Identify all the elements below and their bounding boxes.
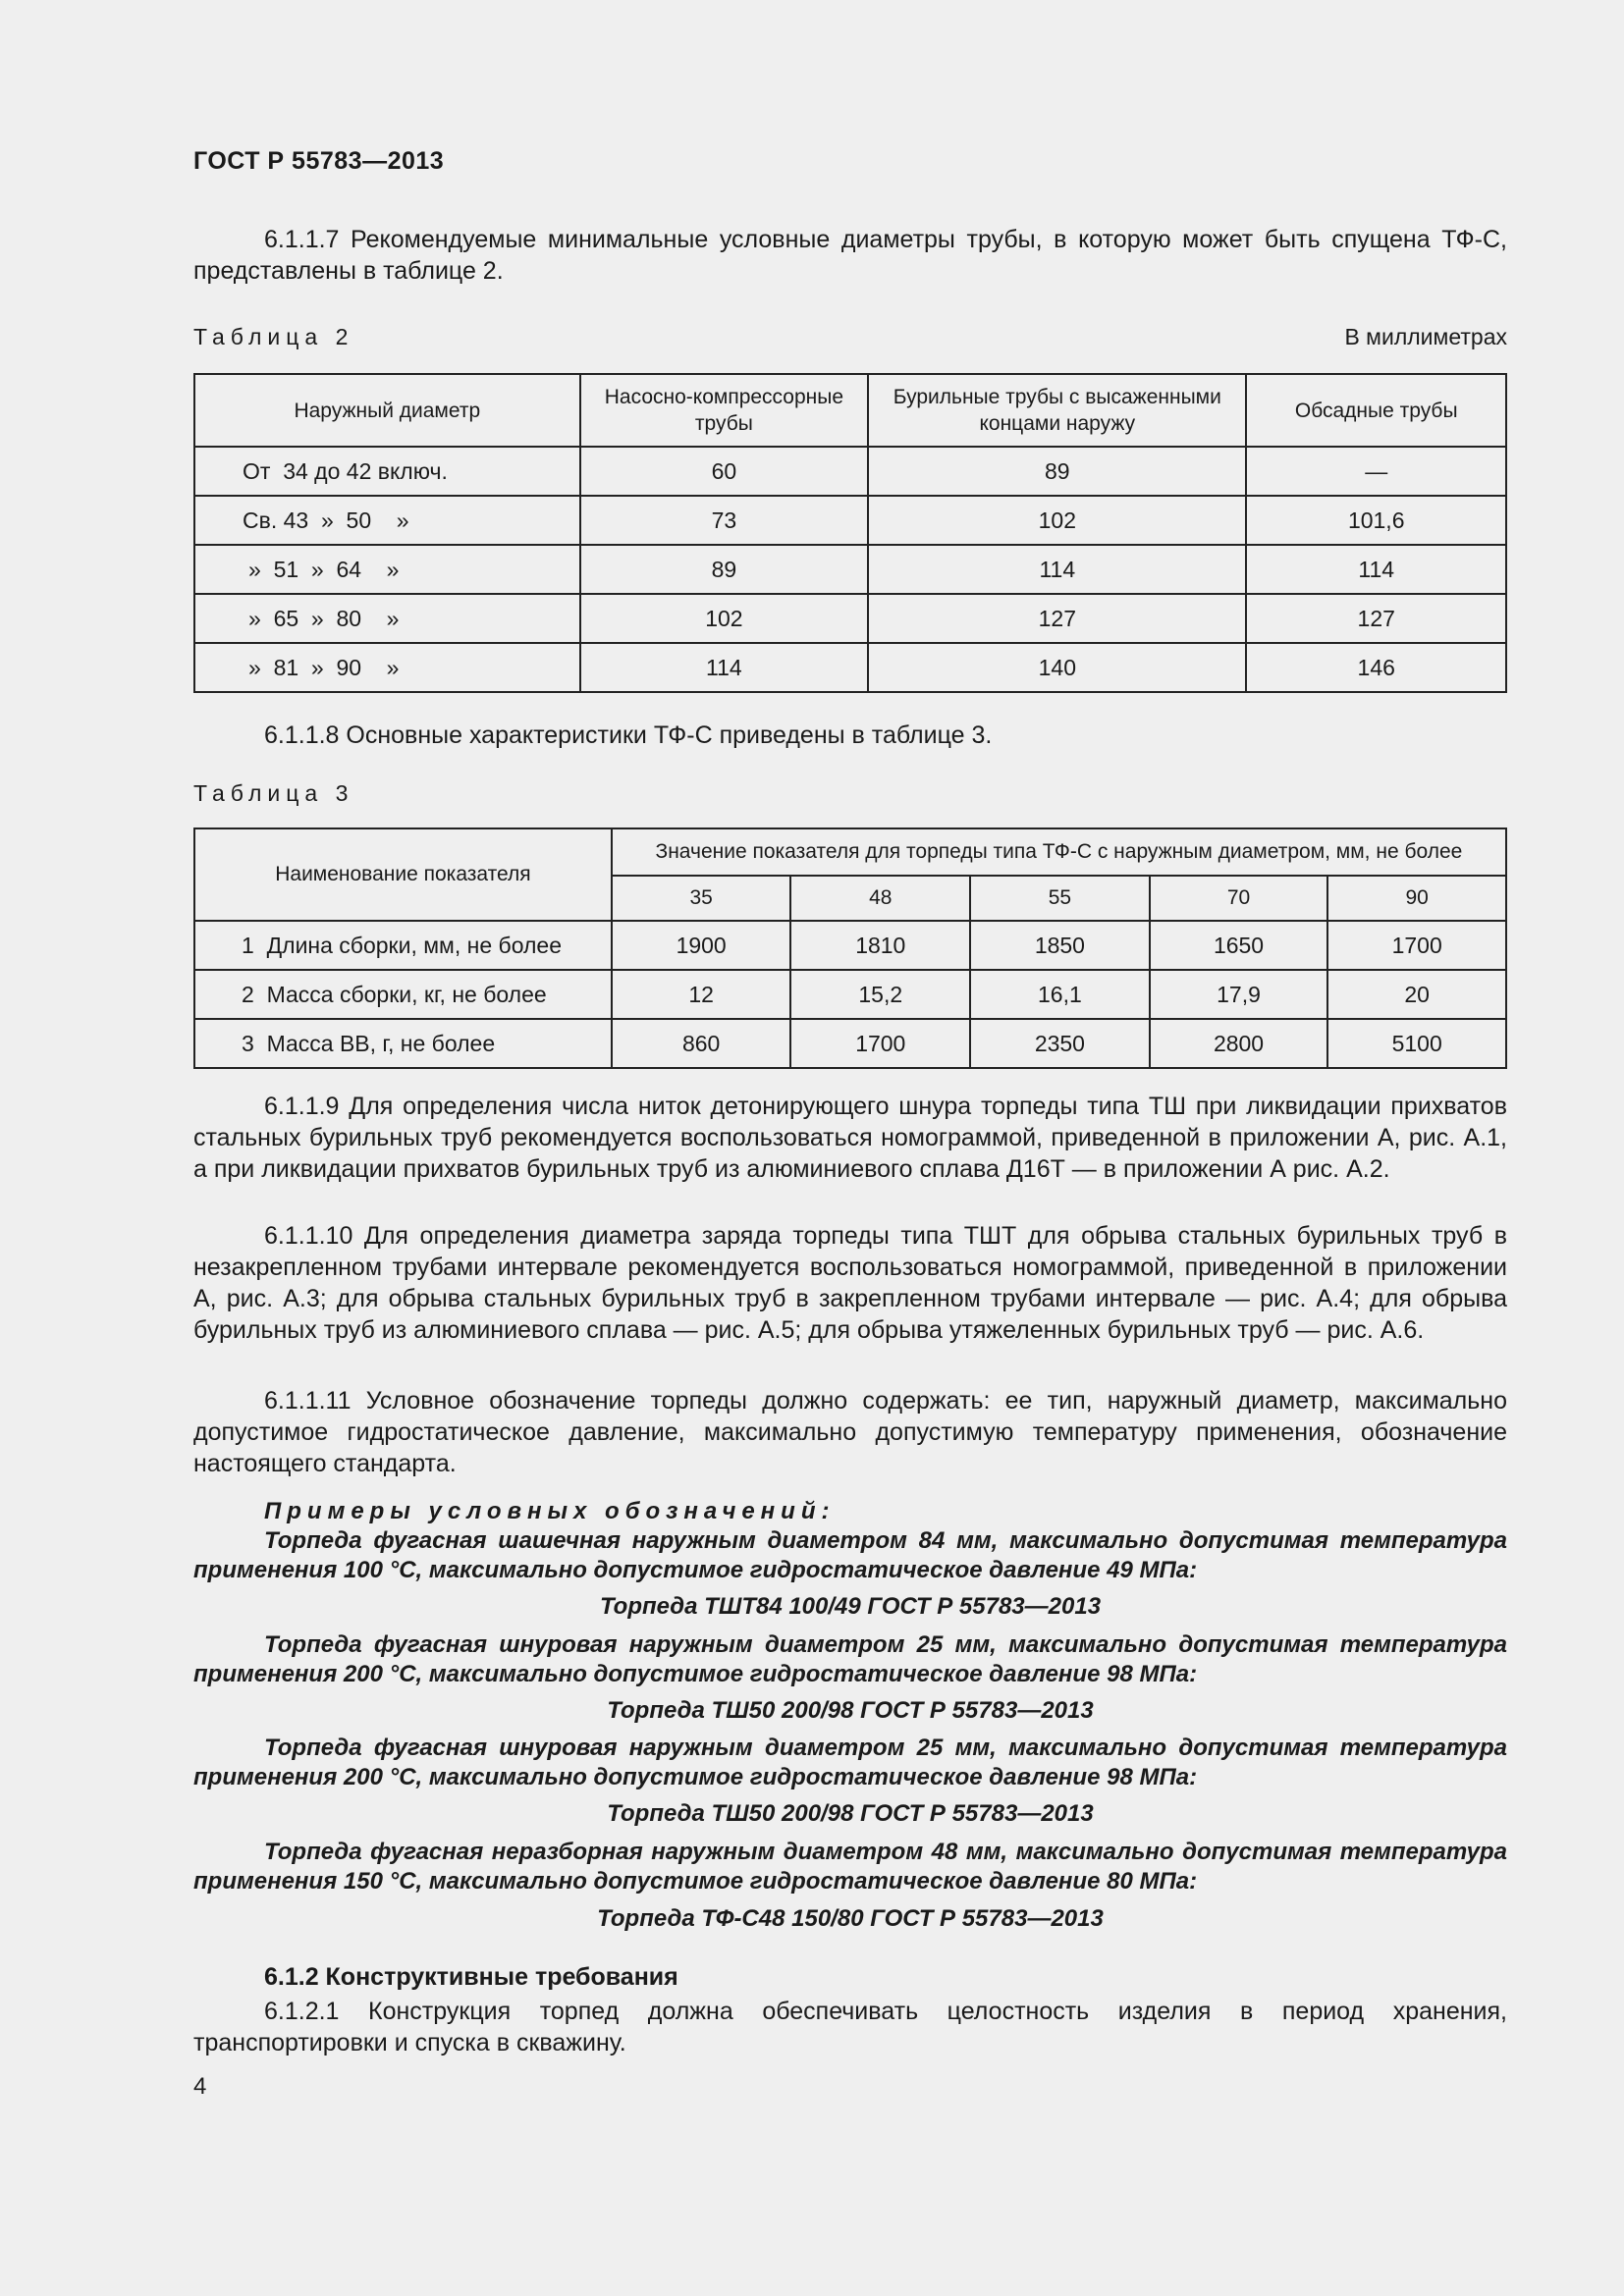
example-code: Торпеда ТФ-С48 150/80 ГОСТ Р 55783—2013 — [597, 1905, 1104, 1932]
table-row — [194, 643, 1506, 692]
table-row — [194, 496, 1506, 545]
table-cell: » 51 » 64 » — [194, 545, 580, 594]
example-description: Торпеда фугасная шашечная наружным диаметром 84 мм, максимально допустимая температура применения 100 °С, максимально допустимое гидростатическое давление 49 МПа: — [193, 1527, 1507, 1583]
example-description: Торпеда фугасная шнуровая наружным диаметром 25 мм, максимально допустимая температура применения 200 °С, максимально допустимое гидростатическое давление 98 МПа: — [193, 1631, 1507, 1687]
table-2 — [193, 373, 1507, 693]
table-cell: 146 — [1246, 643, 1506, 692]
table-cell: 2800 — [1150, 1019, 1328, 1068]
table-cell: 140 — [868, 643, 1246, 692]
paragraph-6-1-1-7: 6.1.1.7 Рекомендуемые минимальные условные диаметры трубы, в которую может быть спущена ТФ-С, представлены в таблице 2. — [193, 226, 1507, 285]
table2-unit: В миллиметрах — [1344, 324, 1507, 349]
table-row — [194, 921, 1506, 970]
table-row — [194, 594, 1506, 643]
table-cell: 1900 — [612, 921, 791, 970]
table-3 — [193, 828, 1507, 1069]
table-cell: 15,2 — [790, 970, 970, 1019]
table-cell: 114 — [868, 545, 1246, 594]
table-cell: 101,6 — [1246, 496, 1506, 545]
table-cell: » 81 » 90 » — [194, 643, 580, 692]
page-number: 4 — [193, 2073, 207, 2100]
example-code: Торпеда ТШТ84 100/49 ГОСТ Р 55783—2013 — [599, 1593, 1102, 1620]
table3-diameter-cell: 35 — [612, 876, 791, 921]
table-cell: 1700 — [790, 1019, 970, 1068]
table-cell: 102 — [580, 594, 869, 643]
table-cell: 73 — [580, 496, 869, 545]
table-cell: 1810 — [790, 921, 970, 970]
table3-diameter-cell: 55 — [970, 876, 1150, 921]
section-heading-6-1-2: 6.1.2 Конструктивные требования — [264, 1963, 678, 1991]
table-cell: 12 — [612, 970, 791, 1019]
table-cell: » 65 » 80 » — [194, 594, 580, 643]
table2-caption: Таблица 2 — [193, 324, 354, 349]
document-header: ГОСТ Р 55783—2013 — [193, 147, 445, 175]
table-cell: 114 — [580, 643, 869, 692]
table3-name-header: Наименование показателя — [194, 828, 612, 921]
table3-caption-row — [193, 780, 1507, 807]
table-row — [194, 970, 1506, 1019]
table-cell: От 34 до 42 включ. — [194, 447, 580, 496]
table2-caption-row — [193, 324, 1507, 350]
table2-header-cell: Насосно-компрессорные трубы — [580, 374, 869, 447]
table-cell: 1700 — [1327, 921, 1506, 970]
examples-title: Примеры условных обозначений: — [264, 1498, 836, 1524]
table-cell: — — [1246, 447, 1506, 496]
paragraph-6-1-1-11: 6.1.1.11 Условное обозначение торпеды должно содержать: ее тип, наружный диаметр, максимально допустимое гидростатическое давление, максимально допустимую температуру применения, обозначение настоящего стандарта. — [193, 1387, 1507, 1477]
table3-diameter-cell: 48 — [790, 876, 970, 921]
table-cell: 20 — [1327, 970, 1506, 1019]
paragraph-6-1-1-8: 6.1.1.8 Основные характеристики ТФ-С приведены в таблице 3. — [264, 721, 993, 749]
table-cell: 860 — [612, 1019, 791, 1068]
paragraph-6-1-1-10: 6.1.1.10 Для определения диаметра заряда торпеды типа ТШТ для обрыва стальных бурильных труб в незакрепленном трубами интервале рекомендуется воспользоваться номограммой, приведенной в приложении А, рис. А.3; для обрыва стальных бурильных труб в закрепленном трубами интервале — рис. А.4; для обрыва бурильных труб из алюминиевого сплава — рис. А.5; для обрыва утяжеленных бурильных труб — рис. А.6. — [193, 1222, 1507, 1344]
table-cell: 2 Масса сборки, кг, не более — [194, 970, 612, 1019]
table-row — [194, 447, 1506, 496]
table-cell: 17,9 — [1150, 970, 1328, 1019]
example-code: Торпеда ТШ50 200/98 ГОСТ Р 55783—2013 — [607, 1697, 1094, 1724]
example-description: Торпеда фугасная неразборная наружным диаметром 48 мм, максимально допустимая температура применения 150 °С, максимально допустимое гидростатическое давление 80 МПа: — [193, 1839, 1507, 1895]
table-cell: Св. 43 » 50 » — [194, 496, 580, 545]
table2-header-cell: Обсадные трубы — [1246, 374, 1506, 447]
table-cell: 102 — [868, 496, 1246, 545]
table-cell: 89 — [580, 545, 869, 594]
table-cell: 16,1 — [970, 970, 1150, 1019]
table3-diameter-cell: 70 — [1150, 876, 1328, 921]
table-cell: 1850 — [970, 921, 1150, 970]
table3-diameter-cell: 90 — [1327, 876, 1506, 921]
table-cell: 127 — [1246, 594, 1506, 643]
table-cell: 1650 — [1150, 921, 1328, 970]
table-cell: 114 — [1246, 545, 1506, 594]
example-code: Торпеда ТШ50 200/98 ГОСТ Р 55783—2013 — [607, 1800, 1094, 1827]
example-description: Торпеда фугасная шнуровая наружным диаметром 25 мм, максимально допустимая температура применения 200 °С, максимально допустимое гидростатическое давление 98 МПа: — [193, 1735, 1507, 1790]
table-row — [194, 1019, 1506, 1068]
paragraph-6-1-2-1: 6.1.2.1 Конструкция торпед должна обеспечивать целостность изделия в период хранения, транспортировки и спуска в скважину. — [193, 1998, 1507, 2056]
table3-value-header: Значение показателя для торпеды типа ТФ-С с наружным диаметром, мм, не более — [612, 828, 1506, 876]
table-cell: 5100 — [1327, 1019, 1506, 1068]
paragraph-6-1-1-9: 6.1.1.9 Для определения числа ниток детонирующего шнура торпеды типа ТШ при ликвидации прихватов стальных бурильных труб рекомендуется воспользоваться номограммой, приведенной в приложении А, рис. А.1, а при ликвидации прихватов бурильных труб из алюминиевого сплава Д16Т — в приложении А рис. А.2. — [193, 1093, 1507, 1183]
table2-header-cell: Бурильные трубы с высаженными концами наружу — [868, 374, 1246, 447]
table-cell: 1 Длина сборки, мм, не более — [194, 921, 612, 970]
table-cell: 3 Масса ВВ, г, не более — [194, 1019, 612, 1068]
table-cell: 60 — [580, 447, 869, 496]
table2-header-cell: Наружный диаметр — [194, 374, 580, 447]
table-cell: 2350 — [970, 1019, 1150, 1068]
table-cell: 127 — [868, 594, 1246, 643]
table-row — [194, 545, 1506, 594]
table-cell: 89 — [868, 447, 1246, 496]
table3-caption: Таблица 3 — [193, 780, 354, 806]
